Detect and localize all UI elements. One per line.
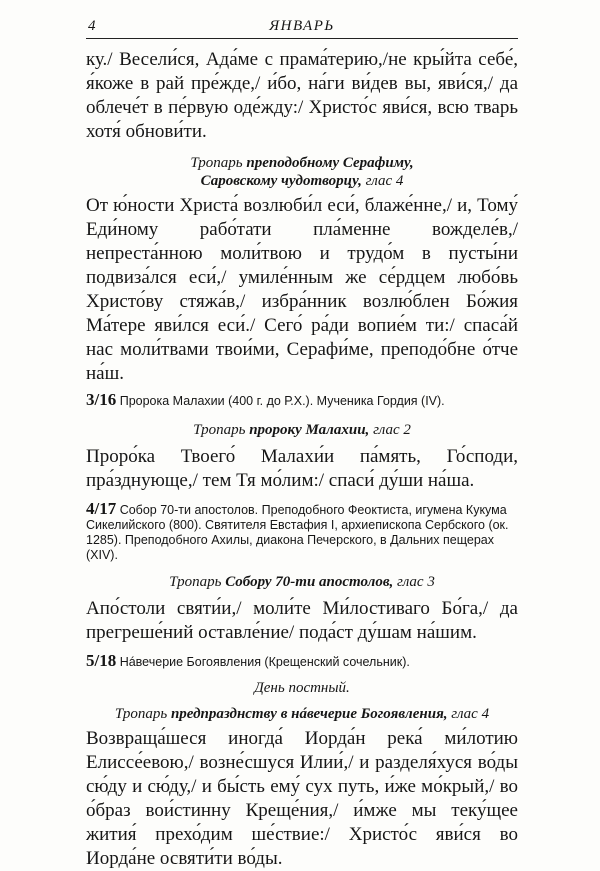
running-title: ЯНВАРЬ bbox=[269, 18, 335, 34]
troparion-heading-forefeast-theophany: Тропарь предпразднству в нáвечерие Богоявления, глас 4 bbox=[114, 706, 490, 722]
day-entry-5-18: 5/18 Нáвечерие Богоявления (Крещенский сочельник). bbox=[86, 651, 410, 670]
troparion-text-continued: ку./ Весели́ся, Ада́ме с прама́терию,/не кры́йта себе́, я́коже в рай пре́жде,/ и́бо, на́ги ви́дев вы, яви́ся,/ да облече́т в пе́рвую оде́жду:/ Христо́с яви́ся, всю тварь хотя́ обнови́ти. bbox=[86, 49, 518, 142]
page-number: 4 bbox=[88, 18, 96, 34]
troparion-text-forefeast-theophany: Возвраща́шеся иногда́ Иорда́н река́ ми́лотию Елиссе́евою,/ возне́сшуся Илии́,/ и разделя́хуся во́ды сю́ду и сю́ду,/ и бы́сть ему́ сух путь, и́же мо́крый,/ во о́браз вои́стинну Креще́ния,/ и́мже мы теку́щее жития́ прехо́дим ше́ствие:/ Христо́с яви́ся во Иорда́не освяти́ти во́ды. bbox=[86, 728, 518, 869]
running-header bbox=[86, 16, 518, 39]
troparion-heading-malachi: Тропарь пророку Малахии, глас 2 bbox=[193, 422, 411, 438]
day-entry-3-16: 3/16 Пророка Малахии (400 г. до Р.Х.). Мученика Гордия (IV). bbox=[86, 390, 445, 409]
troparion-text-seventy-apostles: Апо́столи святи́и,/ моли́те Ми́лостиваго Бо́га,/ да прегреше́ний оставле́ние/ пода́ст ду́шам на́шим. bbox=[86, 598, 518, 643]
troparion-heading-seraphim: Тропарь преподобному Серафиму, Саровскому чудотворцу, глас 4 bbox=[190, 155, 414, 189]
day-entry-4-17: 4/17 Собор 70-ти апостолов. Преподобного Феоктиста, игумена Кукума Сикелийского (800). Святителя Евстафия I, архиепископа Сербского (ок. 1285). Преподобного Ахилы, диакона Печерского, в Дальних пещерах (XIV). bbox=[86, 499, 509, 562]
fast-day-note: День постный. bbox=[254, 680, 350, 696]
troparion-text-malachi: Проро́ка Твоего́ Малахи́и па́мять, Го́споди, пра́зднующе,/ тем Тя мо́лим:/ спаси́ ду́ши на́ша. bbox=[86, 446, 518, 491]
page-content bbox=[86, 48, 518, 871]
troparion-text-seraphim: От ю́ности Христа́ возлюби́л еси́, блаже́нне,/ и, Тому́ Еди́ному рабо́тати пла́менне вожделе́в,/ непреста́нною моли́твою и трудо́м в пусты́ни подвиза́лся еси́,/ умиле́нным же се́рдцем любо́вь Христо́ву стяжа́в,/ избра́нник возлю́блен Бо́жия Ма́тере яви́лся еси́./ Сего́ ра́ди вопие́м ти:/ спаса́й нас моли́твами твои́ми, Серафи́ме, преподо́бне о́тче на́ш. bbox=[86, 195, 518, 384]
troparion-heading-seventy-apostles: Тропарь Собору 70-ти апостолов, глас 3 bbox=[169, 574, 435, 590]
